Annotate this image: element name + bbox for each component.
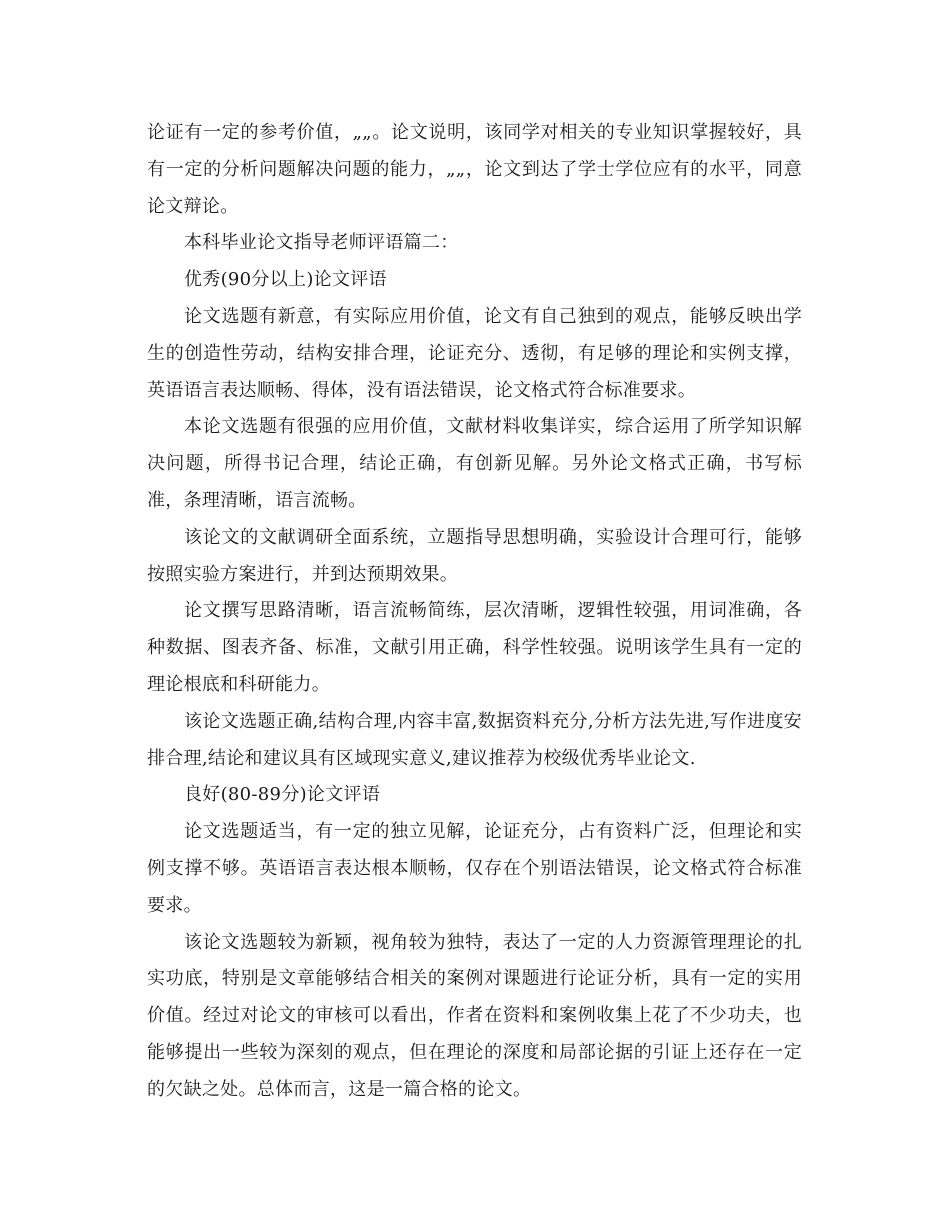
- paragraph-continuation: 论证有一定的参考价值，„„。论文说明，该同学对相关的专业知识掌握较好，具有一定的分析问题解决问题的能力，„„，论文到达了学士学位应有的水平，同意论文辩论。: [147, 122, 802, 217]
- paragraph: 论文选题有新意，有实际应用价值，论文有自己独到的观点，能够反映出学生的创造性劳动，结构安排合理，论证充分、透彻，有足够的理论和实例支撑，英语语言表达顺畅、得体，没有语法错误，论文格式符合标准要求。: [147, 305, 802, 401]
- paragraph: 该论文的文献调研全面系统，立题指导思想明确，实验设计合理可行，能够按照实验方案进行，并到达预期效果。: [147, 526, 802, 585]
- paragraph: 论文选题适当，有一定的独立见解，论证充分，占有资料广泛，但理论和实例支撑不够。英语语言表达根本顺畅，仅存在个别语法错误，论文格式符合标准要求。: [147, 821, 802, 916]
- subheading-good: 良好(80-89分)论文评语: [184, 784, 381, 806]
- subheading-excellent: 优秀(90分以上)论文评语: [184, 269, 387, 291]
- section-heading: 本科毕业论文指导老师评语篇二：: [184, 232, 459, 254]
- document-body: [147, 115, 802, 1109]
- paragraph: 本论文选题有很强的应用价值，文献材料收集详实，综合运用了所学知识解决问题，所得书记合理，结论正确，有创新见解。另外论文格式正确，书写标准，条理清晰，语言流畅。: [147, 416, 802, 511]
- paragraph: 该论文选题较为新颖，视角较为独特，表达了一定的人力资源管理理论的扎实功底，特别是文章能够结合相关的案例对课题进行论证分析，具有一定的实用价值。经过对论文的审核可以看出，作者在资料和案例收集上花了不少功夫，也能够提出一些较为深刻的观点，但在理论的深度和局部论据的引证上还存在一定的欠缺之处。总体而言，这是一篇合格的论文。: [147, 931, 802, 1100]
- paragraph: 该论文选题正确,结构合理,内容丰富,数据资料充分,分析方法先进,写作进度安排合理,结论和建议具有区域现实意义,建议推荐为校级优秀毕业论文.: [147, 710, 802, 769]
- paragraph: 论文撰写思路清晰，语言流畅简练，层次清晰，逻辑性较强，用词准确，各种数据、图表齐备、标准，文献引用正确，科学性较强。说明该学生具有一定的理论根底和科研能力。: [147, 600, 802, 695]
